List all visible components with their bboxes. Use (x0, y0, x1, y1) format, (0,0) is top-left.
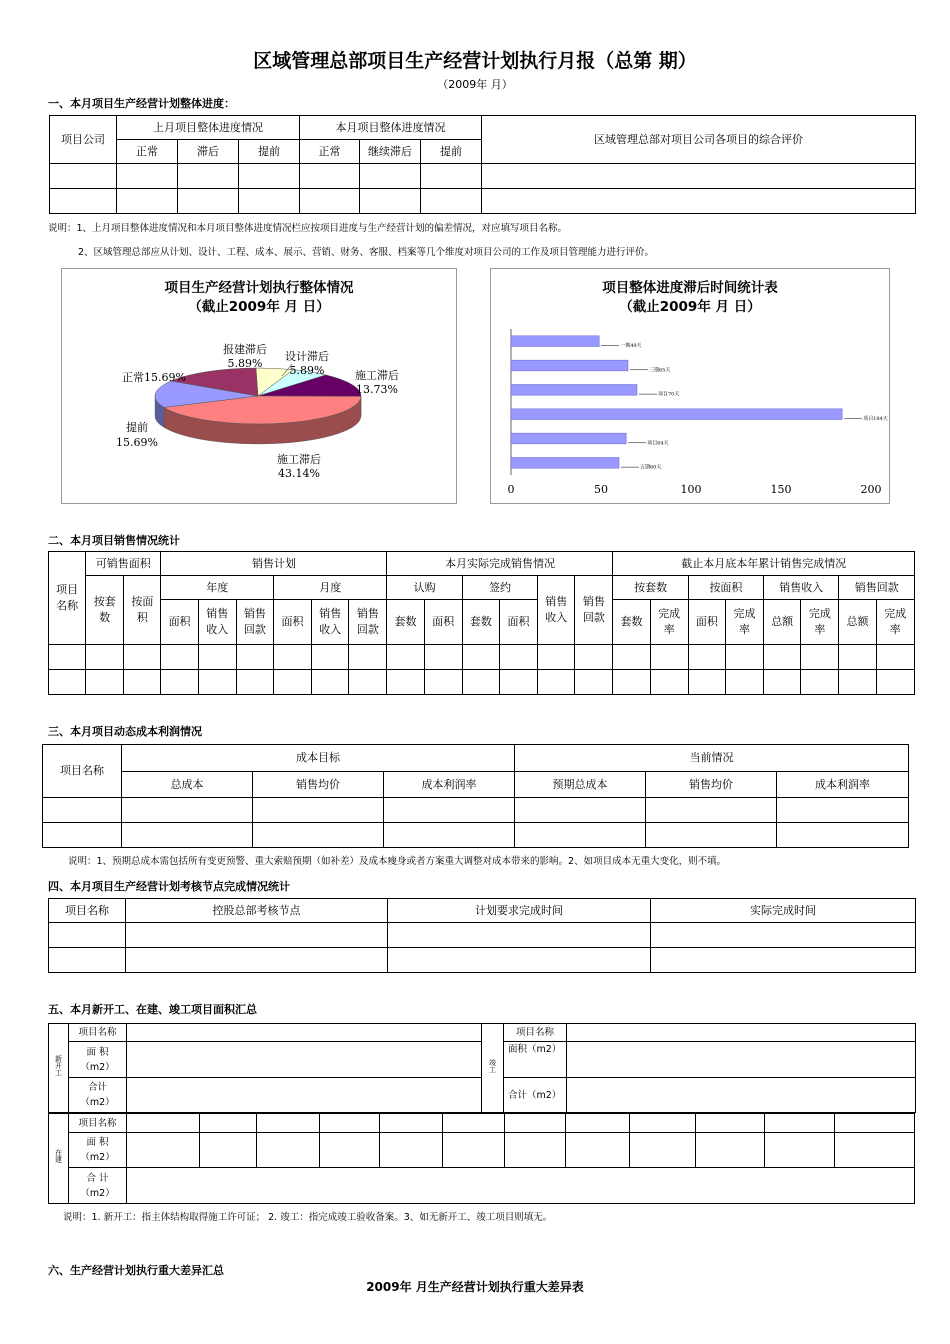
section-1-heading: 一、本月项目生产经营计划整体进度： (48, 97, 235, 110)
pie-chart (61, 268, 457, 504)
col-actual-time: 实际完成时间 (651, 899, 916, 923)
col-annual-collect-text: 销售回款 (243, 607, 266, 636)
section-5-note: 说明：1. 新开工：指主体结构取得施工许可证； 2. 竣工：指完成竣工验收备案。3、如无新开工、竣工项目则填无。 (63, 1212, 553, 1223)
col-annual-income (198, 600, 236, 645)
row-area-label: 面 积 (86, 1046, 109, 1058)
row-project-name-2: 项目名称 (504, 1024, 567, 1042)
bar-chart (490, 268, 890, 504)
x-tick-label: 50 (594, 483, 608, 496)
section-3-note: 说明：1、预期总成本需包括所有变更预警、重大索赔预期（如补差）及成本瘦身或者方案重大调整对成本带来的影响。2、如项目成本无重大变化，则不填。 (68, 856, 727, 867)
col-delayed: 滞后 (178, 140, 239, 164)
col-cum-units: 按套数 (613, 576, 688, 600)
bar-chart-svg (491, 269, 889, 503)
col-cont-delayed: 继续滞后 (360, 140, 421, 164)
col-sales-collect-text: 销售回款 (582, 595, 605, 624)
col-cum-collect-rate (876, 600, 914, 645)
section-5-heading: 五、本月新开工、在建、竣工项目面积汇总 (48, 1003, 257, 1016)
col-monthly-income (312, 600, 349, 645)
section-4-heading: 四、本月项目生产经营计划考核节点完成情况统计 (48, 880, 290, 893)
bar (511, 433, 626, 444)
bar-data-label: 一期49天 (620, 342, 642, 349)
col-last-month: 上月项目整体进度情况 (117, 116, 300, 140)
section-3-heading: 三、本月项目动态成本利润情况 (48, 725, 202, 738)
section-1-note-1: 说明：1、上月项目整体进度情况和本月项目整体进度情况栏应按项目进度与生产经营计划的偏差情况，对应填写项目名称。 (48, 223, 568, 234)
col-by-unit-text: 按套数 (93, 595, 116, 624)
col-ahead: 提前 (239, 140, 300, 164)
section-6-table-title: 2009年 月生产经营计划执行重大差异表 (366, 1280, 584, 1294)
col-normal: 正常 (117, 140, 178, 164)
col-monthly-collect (349, 600, 387, 645)
col-monthly-collect-text: 销售回款 (356, 607, 379, 636)
table-row (49, 923, 916, 948)
pie-slice-value: 15.69% (116, 436, 158, 449)
section-6-heading: 六、生产经营计划执行重大差异汇总 (48, 1264, 224, 1277)
sales-table (48, 551, 915, 695)
table-row (43, 798, 909, 823)
pie-slice-value: 5.89% (289, 364, 325, 377)
row-area-3-label: 面 积 (86, 1137, 109, 1148)
col-cum-area: 按面积 (688, 576, 763, 600)
side-label-done (482, 1024, 504, 1113)
x-tick-label: 200 (860, 483, 882, 496)
bar (511, 409, 842, 420)
row-area-2: 面积（m2） (504, 1042, 567, 1078)
col-cum-units-rate (650, 600, 688, 645)
page-title: 区域管理总部项目生产经营计划执行月报（总第 期） (253, 50, 697, 72)
table-row (50, 189, 916, 214)
col-normal-2: 正常 (300, 140, 360, 164)
side-label-new (49, 1024, 69, 1113)
bar-data-label: 五期60天 (640, 464, 662, 471)
col-project-name: 项目名称 (43, 745, 122, 798)
col-project-name-text: 项目名称 (56, 583, 79, 612)
col-by-unit (86, 576, 124, 645)
col-this-month: 本月项目整体进度情况 (300, 116, 482, 140)
bar-data-label: 项目70天 (658, 391, 680, 398)
col-annual: 年度 (161, 576, 273, 600)
col-total-cost: 总成本 (122, 772, 253, 798)
col-annual-income-text: 销售收入 (206, 607, 229, 636)
row-project-name: 项目名称 (69, 1024, 127, 1042)
pie-chart-svg (62, 269, 456, 503)
side-label-building-text: 在建 (54, 1149, 63, 1163)
area-table-new-done (48, 1023, 916, 1113)
col-cum-income-rate-text: 完成率 (808, 607, 831, 636)
bar-chart-subtitle: （截止2009年 月 日） (619, 299, 761, 315)
table-row (49, 948, 916, 973)
area-table-building (48, 1113, 915, 1204)
x-tick-label: 100 (680, 483, 702, 496)
col-monthly-income-text: 销售收入 (319, 607, 342, 636)
col-node: 控股总部考核节点 (126, 899, 388, 923)
col-monthly: 月度 (273, 576, 387, 600)
col-subscribe: 认购 (387, 576, 462, 600)
col-actual: 本月实际完成销售情况 (387, 552, 613, 576)
col-contract-units: 套数 (462, 600, 499, 645)
row-subtotal-3-unit: （m2） (80, 1187, 115, 1199)
section-2-heading: 二、本月项目销售情况统计 (48, 534, 180, 547)
node-table (48, 898, 916, 973)
col-cum-area-rate-text: 完成率 (733, 607, 756, 636)
table-row (49, 645, 915, 670)
col-cum-area-rate (725, 600, 763, 645)
pie-slice-label: 正常15.69% (122, 371, 186, 384)
col-cumulative: 截止本月底本年累计销售完成情况 (613, 552, 915, 576)
col-subscribe-units: 套数 (387, 600, 424, 645)
col-company: 项目公司 (50, 116, 117, 164)
row-area-unit: （m2） (80, 1061, 115, 1073)
col-ahead-2: 提前 (421, 140, 482, 164)
row-subtotal-3 (69, 1168, 127, 1204)
col-expected-cost: 预期总成本 (515, 772, 646, 798)
row-project-name-3: 项目名称 (69, 1114, 127, 1133)
col-avg-price: 销售均价 (253, 772, 384, 798)
bar-data-label: 项目184天 (863, 415, 888, 422)
col-cum-units-rate-text: 完成率 (658, 607, 681, 636)
col-sales-collect (575, 576, 613, 645)
pie-slice-value: 43.14% (278, 467, 320, 480)
col-by-area-text: 按面积 (131, 595, 154, 624)
row-area-3 (69, 1133, 127, 1168)
pie-slice-name: 施工滞后 (355, 369, 399, 382)
col-contract-area: 面积 (499, 600, 537, 645)
col-subscribe-area: 面积 (424, 600, 462, 645)
col-cum-area-value: 面积 (688, 600, 725, 645)
side-label-new-text: 新开工 (54, 1055, 63, 1076)
col-annual-collect (236, 600, 273, 645)
side-label-done-text: 竣工 (488, 1058, 497, 1073)
col-profit-rate: 成本利润率 (384, 772, 515, 798)
section-1-note-2: 2、区域管理总部应从计划、设计、工程、成本、展示、营销、财务、客服、档案等几个维度对项目公司的工作及项目管理能力进行评价。 (78, 247, 655, 258)
col-current: 当前情况 (515, 745, 909, 772)
col-project-name: 项目名称 (49, 899, 126, 923)
row-subtotal-unit: （m2） (80, 1097, 115, 1108)
bar (511, 457, 619, 468)
col-plan-time: 计划要求完成时间 (388, 899, 651, 923)
pie-slice-name: 提前 (126, 421, 148, 434)
pie-slice-name: 设计滞后 (285, 350, 329, 363)
col-cum-income-rate (801, 600, 839, 645)
side-label-building (49, 1114, 69, 1204)
bar-data-label: 项目64天 (647, 440, 669, 447)
bar-chart-title: 项目整体进度滞后时间统计表 (602, 280, 778, 296)
col-sales-plan: 销售计划 (161, 552, 387, 576)
col-project-name (49, 552, 86, 645)
col-monthly-area: 面积 (273, 600, 311, 645)
x-tick-label: 0 (507, 483, 515, 496)
pie-slice-name: 施工滞后 (277, 453, 321, 466)
col-avg-price-2: 销售均价 (646, 772, 777, 798)
col-profit-rate-2: 成本利润率 (777, 772, 909, 798)
table-row (49, 670, 915, 695)
col-cum-income-total: 总额 (764, 600, 801, 645)
col-contract: 签约 (462, 576, 537, 600)
bar (511, 360, 628, 371)
col-by-area (124, 576, 161, 645)
col-sales-income (538, 576, 575, 645)
x-tick-label: 150 (770, 483, 792, 496)
row-subtotal-label: 合计 (87, 1082, 107, 1093)
col-cum-units-count: 套数 (613, 600, 650, 645)
pie-slice-value: 5.89% (227, 357, 263, 370)
pie-slice-value: 13.73% (356, 383, 398, 396)
pie-slice-name: 报建滞后 (223, 343, 267, 356)
bar (511, 336, 599, 347)
col-cum-collect-rate-text: 完成率 (884, 607, 907, 636)
cost-table (42, 744, 909, 848)
col-cum-income: 销售收入 (764, 576, 839, 600)
pie-chart-title: 项目生产经营计划执行整体情况 (164, 280, 354, 296)
row-subtotal-3-label: 合 计 (86, 1172, 109, 1184)
pie-chart-subtitle: （截止2009年 月 日） (188, 299, 330, 315)
col-cost-target: 成本目标 (122, 745, 515, 772)
row-area (69, 1042, 127, 1078)
col-evaluation: 区域管理总部对项目公司各项目的综合评价 (482, 116, 916, 164)
row-subtotal (69, 1078, 127, 1113)
progress-table (49, 115, 916, 214)
table-row (43, 823, 909, 848)
col-sales-income-text: 销售收入 (545, 595, 568, 624)
row-area-3-unit: （m2） (80, 1152, 115, 1163)
bar (511, 384, 637, 395)
col-cum-collect-total: 总额 (839, 600, 876, 645)
row-subtotal-2: 合计（m2） (504, 1078, 567, 1113)
table-row (50, 164, 916, 189)
col-cum-collect: 销售回款 (839, 576, 915, 600)
bar-data-label: 三期65天 (649, 367, 671, 374)
col-annual-area: 面积 (161, 600, 198, 645)
col-saleable-area: 可销售面积 (86, 552, 161, 576)
page-subtitle: （2009年 月） (437, 78, 513, 91)
